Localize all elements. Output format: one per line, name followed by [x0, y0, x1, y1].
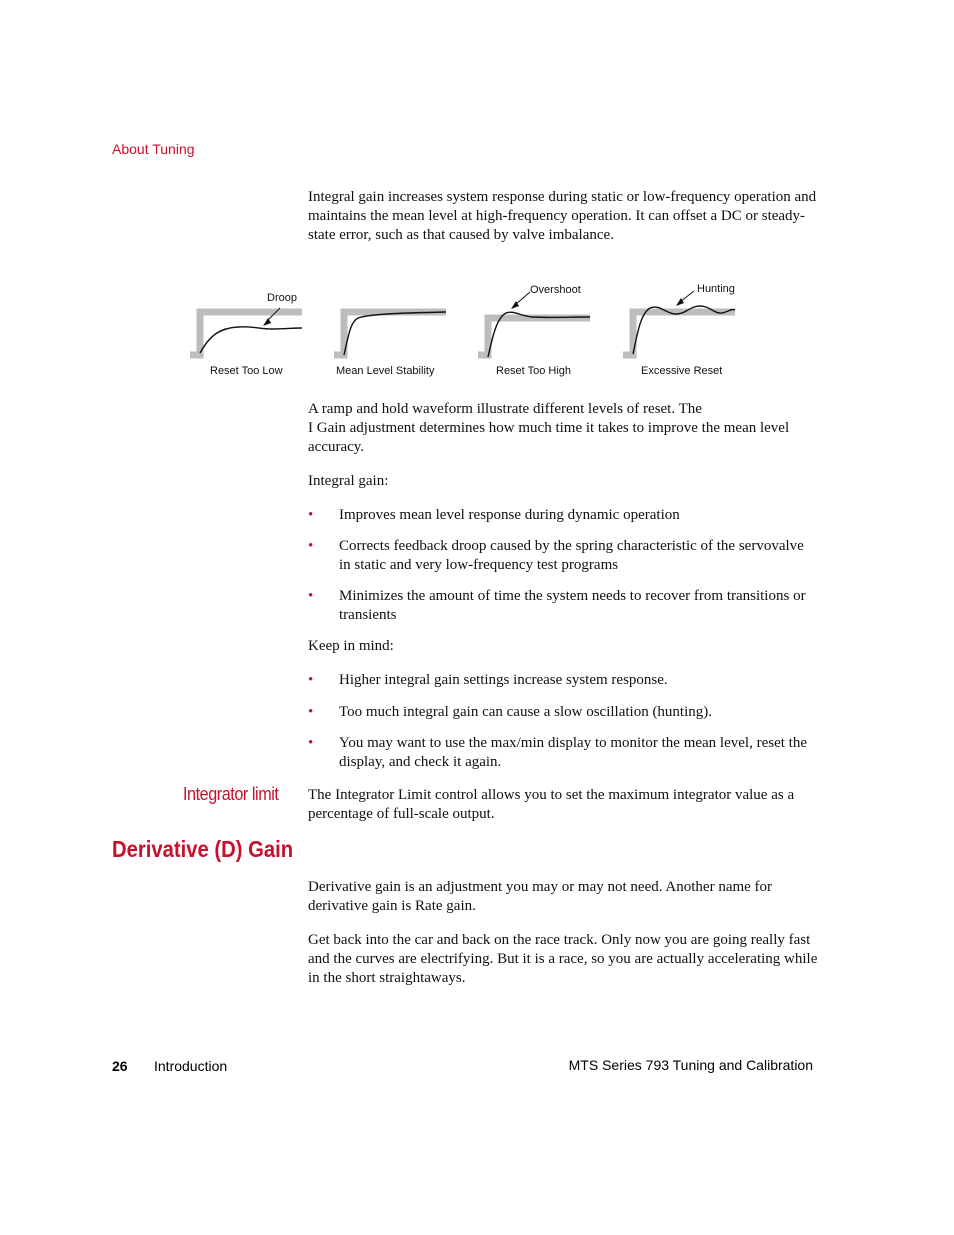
- integral-gain-list: [308, 506, 818, 625]
- droop-arrowhead: [263, 318, 271, 326]
- command-ramp-hold: [478, 318, 590, 355]
- command-ramp-hold: [623, 312, 735, 355]
- caption-reset-too-low: Reset Too Low: [210, 365, 283, 377]
- panel-reset-too-high: [478, 292, 590, 357]
- bullet-icon: •: [308, 704, 314, 720]
- overshoot-annotation: Overshoot: [530, 284, 581, 296]
- integral-gain-label: Integral gain:: [308, 473, 389, 489]
- hunting-annotation: Hunting: [697, 283, 735, 295]
- panel-excessive-reset: [623, 291, 735, 355]
- command-ramp-hold: [334, 312, 446, 355]
- intro-paragraph: Integral gain increases system response during static or low-frequency operation and maintains the mean level at high-frequency operation. It can offset a DC or steady-state error, such as that caused by valve imbalance.: [308, 189, 817, 243]
- integrator-limit-heading: Integrator limit: [183, 784, 279, 804]
- panel-reset-too-low: [190, 308, 302, 355]
- list-item: • Improves mean level response during dynamic operation: [308, 507, 680, 523]
- list-item: • Too much integral gain can cause a slow oscillation (hunting).: [308, 704, 713, 720]
- footer-document-title: MTS Series 793 Tuning and Calibration: [568, 1057, 813, 1073]
- list-item: • Minimizes the amount of time the system needs to recover from transitions or transients: [308, 588, 806, 623]
- panel-mean-level-stability: [334, 312, 446, 355]
- bullet-icon: •: [308, 735, 314, 751]
- integrator-limit-text: The Integrator Limit control allows you to set the maximum integrator value as a percentage of full-scale output.: [308, 787, 795, 822]
- keep-in-mind-label: Keep in mind:: [308, 638, 394, 654]
- keep-in-mind-list: [308, 671, 818, 772]
- caption-mean-level-stability: Mean Level Stability: [336, 365, 435, 377]
- overshoot-arrow: [515, 292, 530, 305]
- derivative-paragraph-2: Get back into the car and back on the race track. Only now you are going really fast and the curves are electrifying. But it is a race, so you are actually accelerating while in the short straightaways.: [308, 932, 818, 986]
- ramp-paragraph-rest: I Gain adjustment determines how much time it takes to improve the mean level accuracy.: [308, 420, 790, 455]
- caption-excessive-reset: Excessive Reset: [641, 365, 723, 377]
- derivative-gain-heading: Derivative (D) Gain: [112, 836, 294, 862]
- reset-waveforms-figure: [180, 280, 760, 385]
- list-item: • You may want to use the max/min display to monitor the mean level, reset the display, and check it again.: [308, 735, 807, 770]
- command-ramp-hold: [190, 312, 302, 355]
- ramp-paragraph: [308, 400, 818, 457]
- bullet-icon: •: [308, 672, 314, 688]
- derivative-paragraph-1: Derivative gain is an adjustment you may or may not need. Another name for derivative gain is Rate gain.: [308, 879, 773, 914]
- footer-page-number: 26: [112, 1058, 128, 1074]
- list-item: • Corrects feedback droop caused by the spring characteristic of the servovalve in static and very low-frequency test programs: [308, 538, 804, 573]
- droop-annotation: Droop: [267, 292, 297, 304]
- bullet-icon: •: [308, 538, 314, 554]
- footer-section: Introduction: [154, 1058, 228, 1074]
- ramp-paragraph-line1: A ramp and hold waveform illustrate different levels of reset. The: [308, 401, 702, 417]
- list-item: • Higher integral gain settings increase system response.: [308, 672, 668, 688]
- response-curve: [344, 312, 446, 355]
- running-head: About Tuning: [112, 141, 195, 157]
- caption-reset-too-high: Reset Too High: [496, 365, 572, 377]
- bullet-icon: •: [308, 507, 314, 523]
- response-curve: [200, 327, 302, 353]
- bullet-icon: •: [308, 588, 314, 604]
